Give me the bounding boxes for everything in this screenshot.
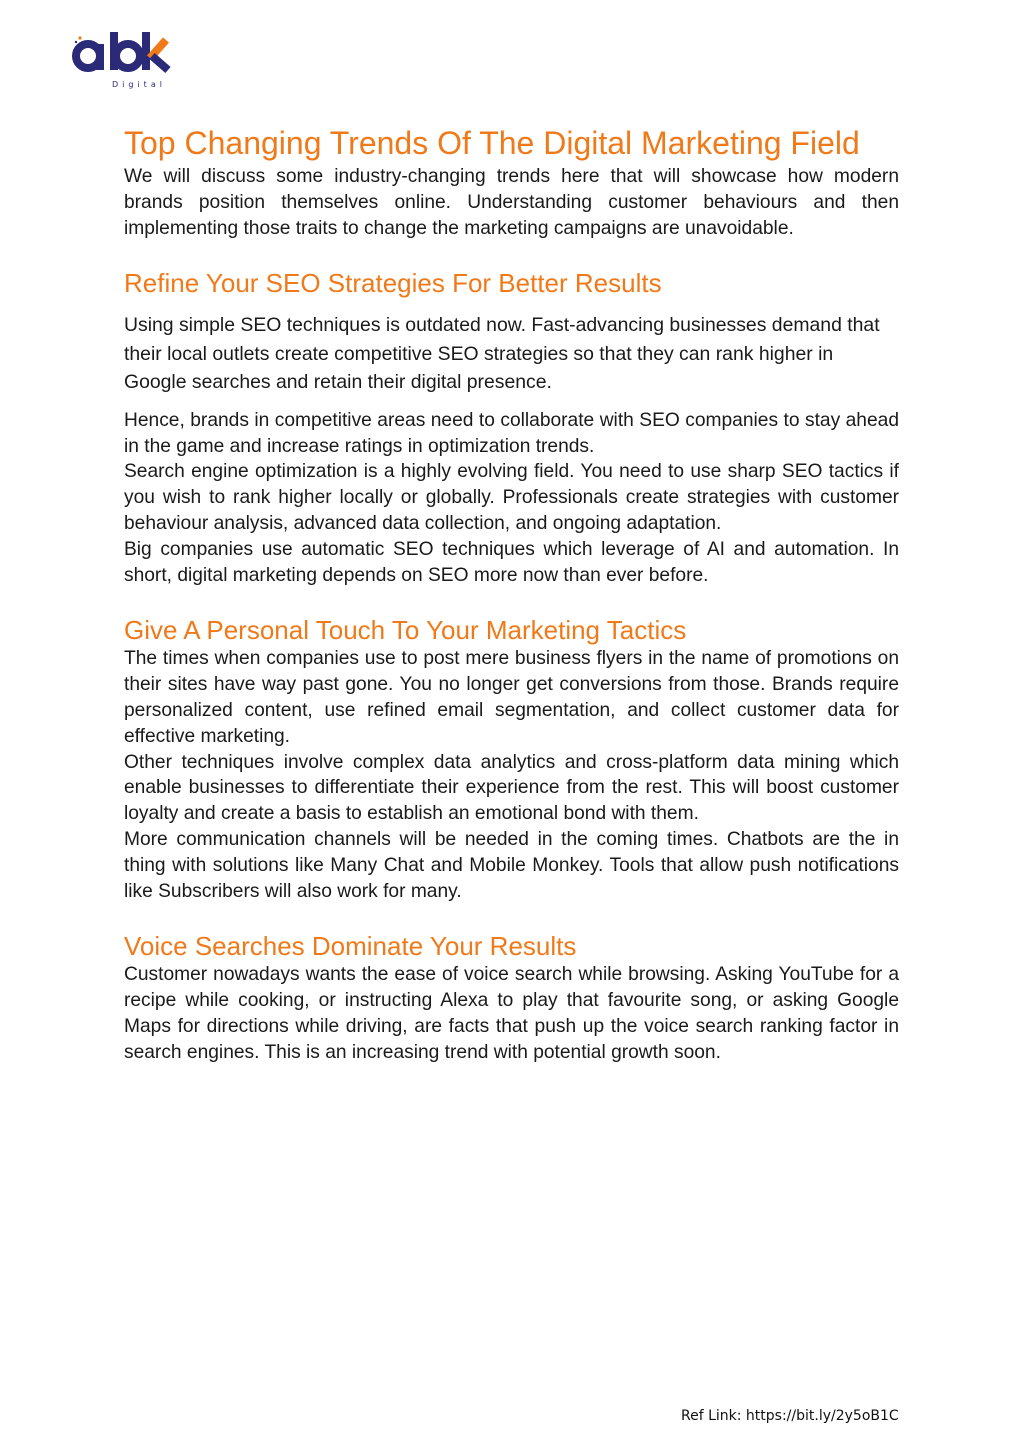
article-title: Top Changing Trends Of The Digital Marketing Field [124, 125, 860, 161]
paragraph: Hence, brands in competitive areas need to collaborate with SEO companies to stay ahead in the game and increase ratings in optimization trends. [124, 409, 899, 457]
paragraph: Search engine optimization is a highly evolving field. You need to use sharp SEO tactics if you wish to rank higher locally or globally. Professionals create strategies with customer behaviour analysis, advanced data collection, and ongoing adaptation. [124, 461, 899, 535]
section-heading-seo: Refine Your SEO Strategies For Better Results [124, 268, 662, 299]
intro-paragraph: We will discuss some industry-changing trends here that will showcase how modern brands position themselves online. Understanding customer behaviours and then implementing those traits to change the marketing campaigns are unavoidable. [124, 166, 899, 239]
paragraph: The times when companies use to post mere business flyers in the name of promotions on their sites have way past gone. You no longer get conversions from those. Brands require personalized content, use refined email segmentation, and collect customer data for effective marketing. [124, 648, 899, 747]
paragraph: Big companies use automatic SEO techniques which leverage of AI and automation. In short, digital marketing depends on SEO more now than ever before. [124, 538, 899, 586]
article [124, 122, 899, 1066]
section-heading-personal-touch: Give A Personal Touch To Your Marketing Tactics [124, 615, 687, 646]
ref-link[interactable]: Ref Link: https://bit.ly/2y5oB1C [681, 1408, 899, 1424]
section-heading-voice-search: Voice Searches Dominate Your Results [124, 931, 577, 962]
company-logo [70, 28, 180, 96]
paragraph: More communication channels will be needed in the coming times. Chatbots are the in thing with solutions like Many Chat and Mobile Monkey. Tools that allow push notifications like Subscribers will also work for many. [124, 829, 899, 902]
paragraph: Customer nowadays wants the ease of voice search while browsing. Asking YouTube for a recipe while cooking, or instructing Alexa to play that favourite song, or asking Google Maps for directions while driving, are facts that push up the voice search ranking factor in search engines. This is an increasing trend with potential growth soon. [124, 964, 899, 1063]
abk-logo-icon [70, 28, 180, 80]
seo-lead-paragraph: Using simple SEO techniques is outdated now. Fast-advancing businesses demand that their local outlets create competitive SEO strategies so that they can rank higher in Google searches and retain their digital presence. [124, 314, 880, 394]
paragraph: Other techniques involve complex data analytics and cross-platform data mining which enable businesses to differentiate their experience from the rest. This will boost customer loyalty and create a basis to establish an emotional bond with them. [124, 751, 899, 825]
logo-subtext: Digital [112, 80, 166, 89]
